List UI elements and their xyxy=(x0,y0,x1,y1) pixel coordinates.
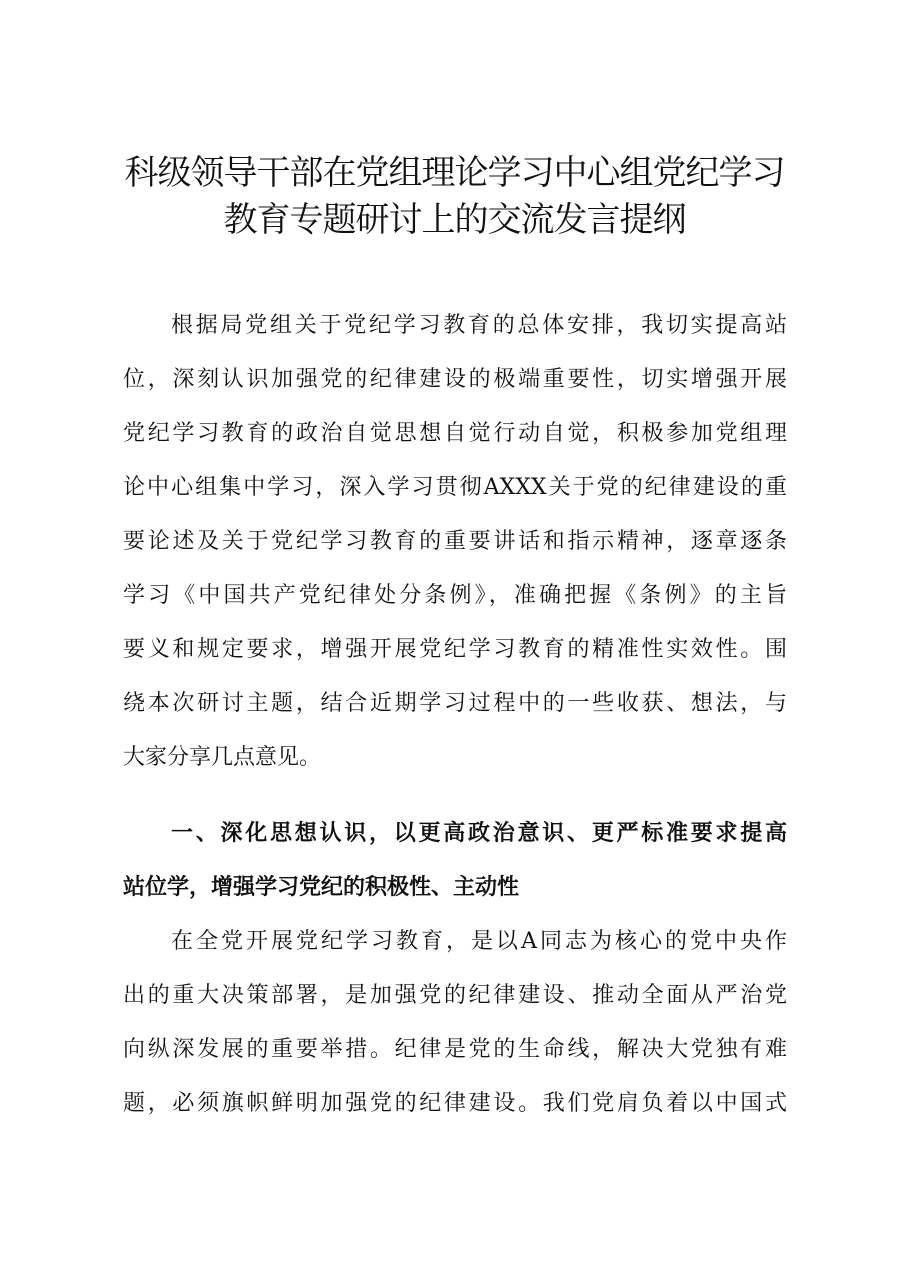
document-title xyxy=(60,150,849,244)
paragraph-line: 在全党开展党纪学习教育，是以A同志为核心的党中央作 xyxy=(171,929,787,954)
paragraph-line: 绕本次研讨主题，结合近期学习过程中的一些收获、想法，与 xyxy=(123,691,787,716)
paragraph-line: 位，深刻认识加强党的纪律建设的极端重要性，切实增强开展 xyxy=(123,367,787,392)
paragraph-line: 党纪学习教育的政治自觉思想自觉行动自觉，积极参加党组理 xyxy=(123,421,787,446)
paragraph-line: 向纵深发展的重要举措。纪律是党的生命线，解决大党独有难 xyxy=(123,1037,787,1062)
intro-paragraph xyxy=(123,299,787,785)
paragraph-line: 大家分享几点意见。 xyxy=(123,745,322,770)
paragraph-line: 题，必须旗帜鲜明加强党的纪律建设。我们党肩负着以中国式 xyxy=(123,1091,787,1116)
title-line-2: 教育专题研讨上的交流发言提纲 xyxy=(223,200,686,240)
paragraph-line: 论中心组集中学习，深入学习贯彻AXXX关于党的纪律建设的重 xyxy=(123,475,787,500)
title-line-1: 科级领导干部在党组理论学习中心组党纪学习 xyxy=(124,153,785,193)
paragraph-line: 学习《中国共产党纪律处分条例》，准确把握《条例》的主旨 xyxy=(123,583,787,608)
section-heading-1 xyxy=(123,807,787,915)
section-paragraph xyxy=(123,915,787,1131)
paragraph-line: 根据局党组关于党纪学习教育的总体安排，我切实提高站 xyxy=(171,313,787,338)
paragraph-line: 出的重大决策部署，是加强党的纪律建设、推动全面从严治党 xyxy=(123,983,787,1008)
heading-line: 一、深化思想认识，以更高政治意识、更严标准要求提高 xyxy=(171,821,787,846)
paragraph-line: 要义和规定要求，增强开展党纪学习教育的精准性实效性。围 xyxy=(123,637,787,662)
heading-line: 站位学，增强学习党纪的积极性、主动性 xyxy=(123,875,520,900)
paragraph-line: 要论述及关于党纪学习教育的重要讲话和指示精神，逐章逐条 xyxy=(123,529,787,554)
